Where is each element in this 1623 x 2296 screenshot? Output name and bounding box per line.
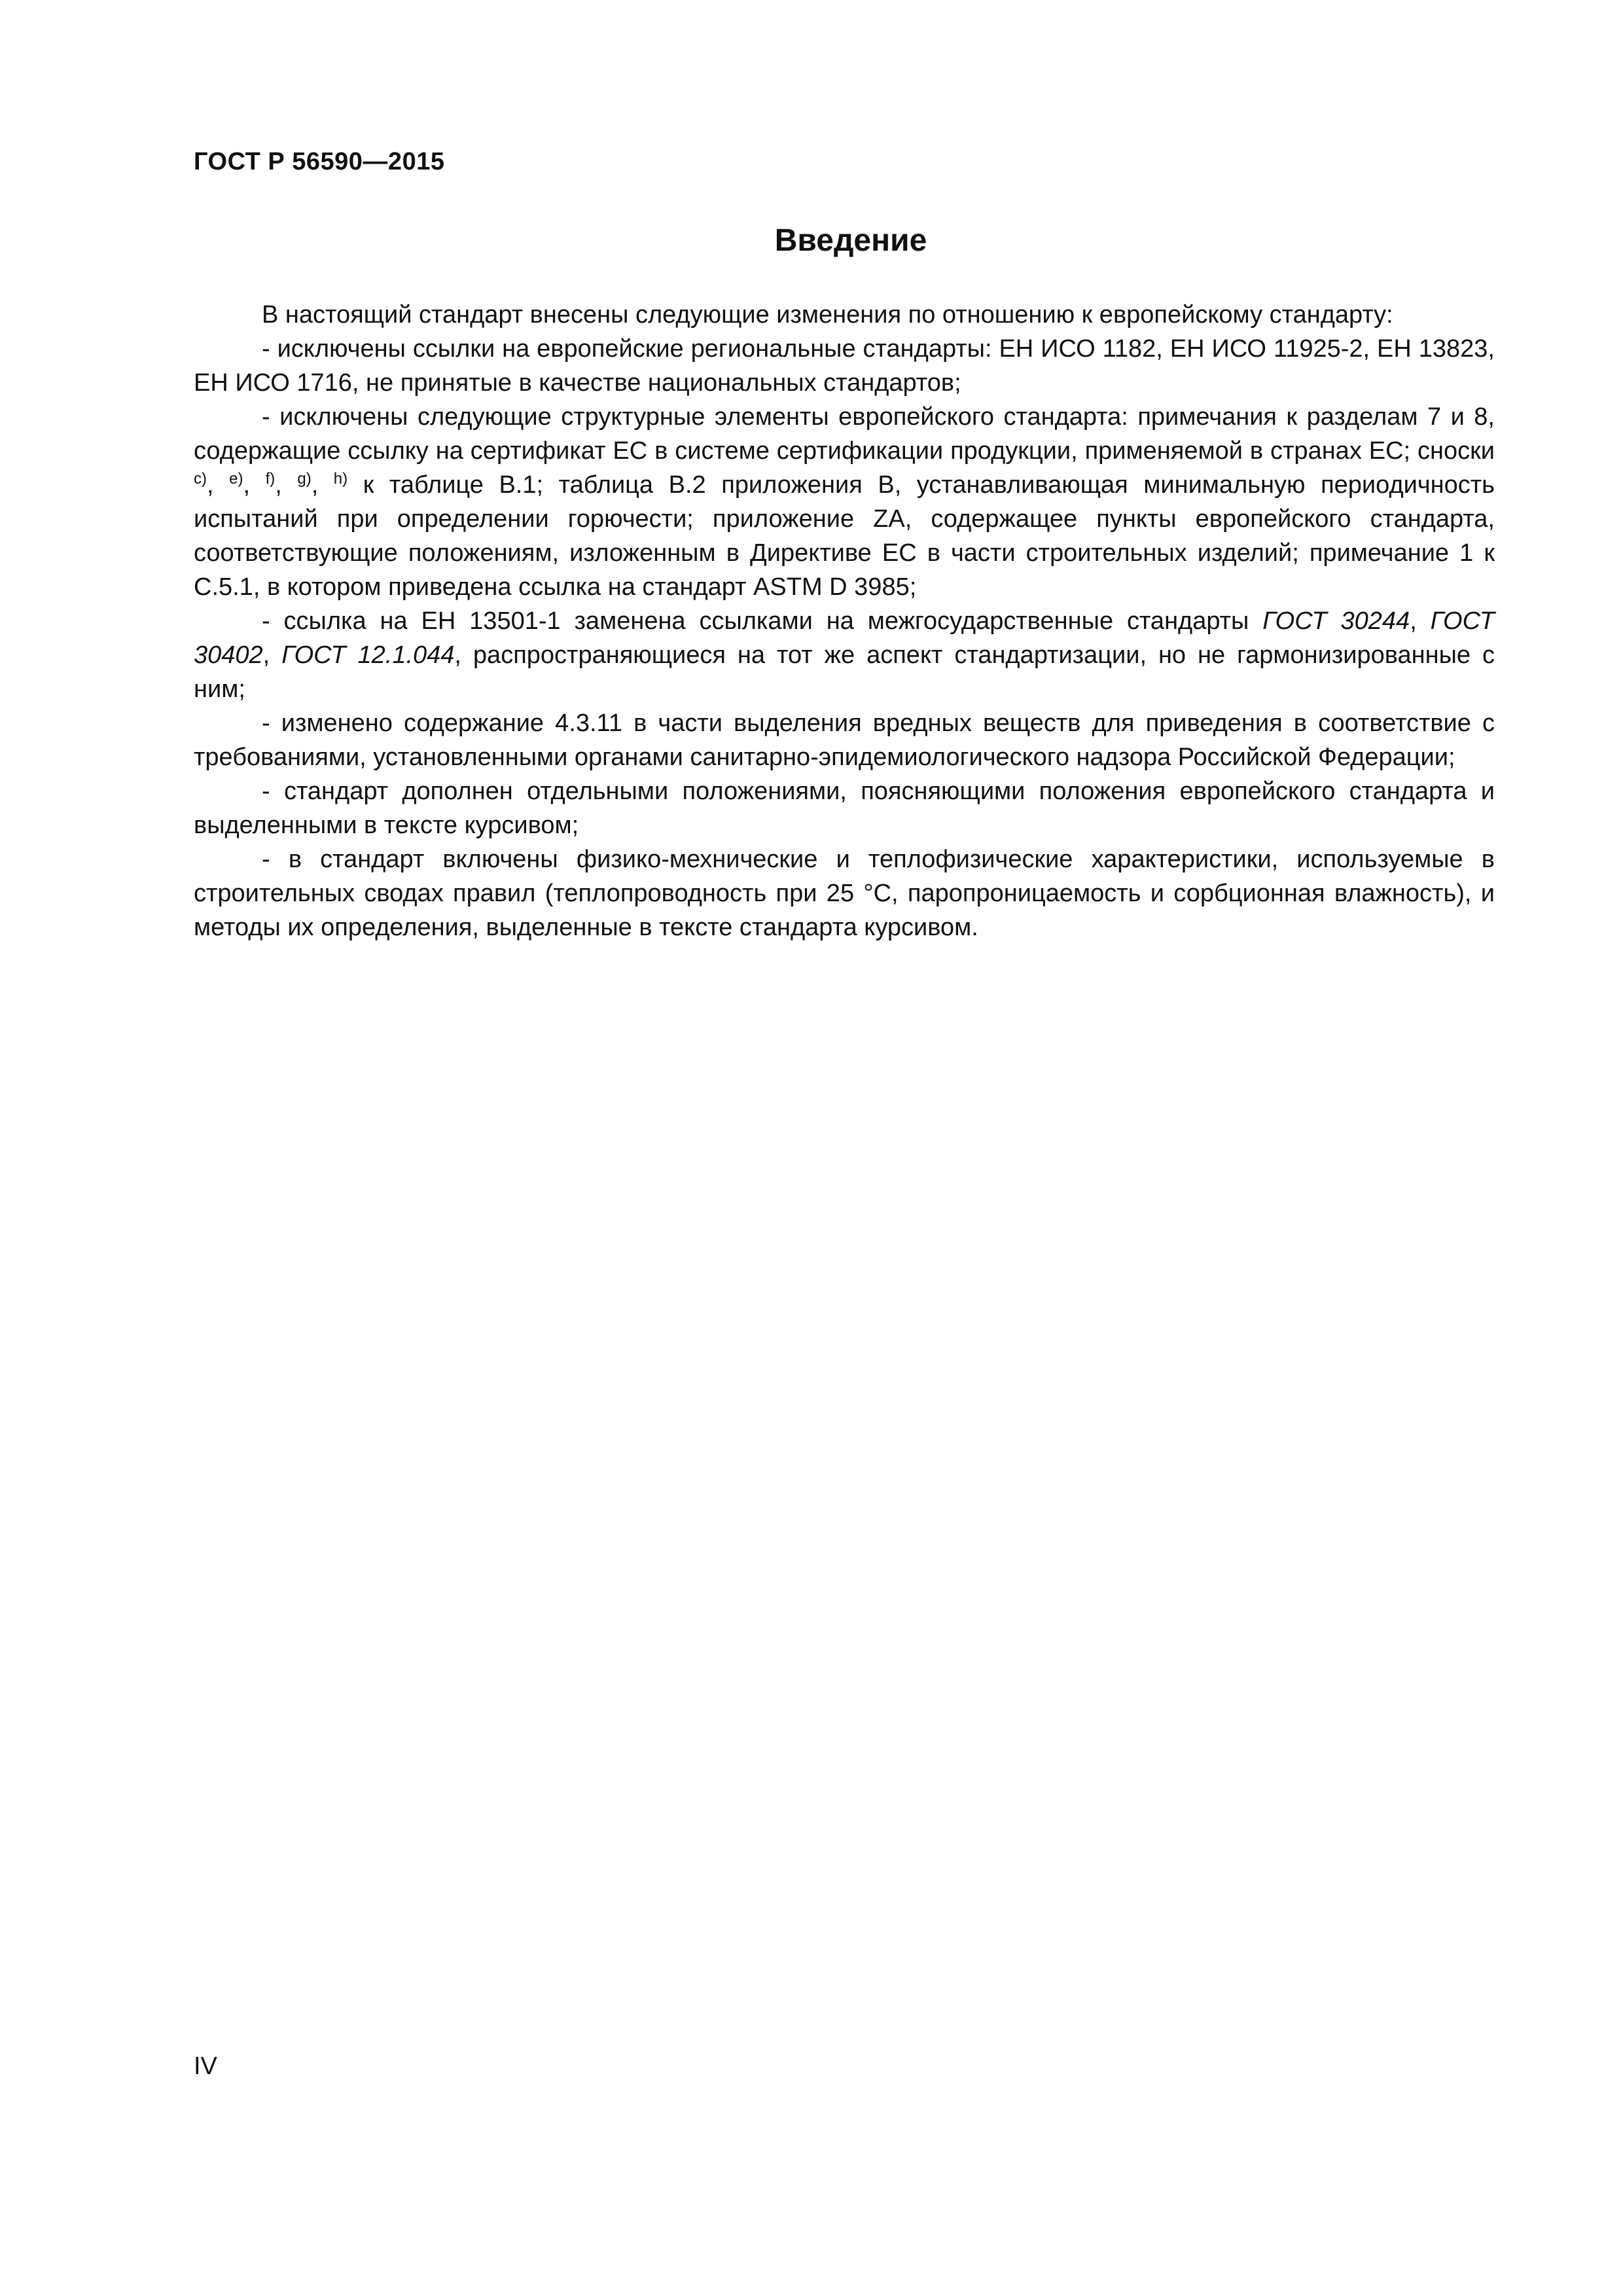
paragraph-characteristics-included: - в стандарт включены физико-мехнические и теплофизические характеристики, используемые в строительных сводах правил (теплопроводность при 25 °С, паропроницаемость и сорбционная влажность), и методы их определения, выделенные в тексте стандарта курсивом.: [194, 846, 1495, 941]
footnote-mark: f): [265, 470, 276, 488]
section-title: Введение: [774, 223, 927, 258]
footnote-mark: g): [297, 470, 312, 488]
footnote-mark: c): [194, 470, 207, 488]
text-span: ,: [243, 471, 266, 499]
paragraph-content-changed: - изменено содержание 4.3.11 в части выделения вредных веществ для приведения в соответствие с требованиями, установленными органами санитарно-эпидемиологического надзора Российской Федерации;: [194, 709, 1495, 771]
introduction-body: [194, 298, 1495, 944]
document-code: ГОСТ Р 56590—2015: [194, 148, 445, 175]
paragraph-excluded-references: - исключены ссылки на европейские региональные стандарты: ЕН ИСО 1182, ЕН ИСО 11925-2, ЕН 13823, ЕН ИСО 1716, не принятые в качестве национальных стандартов;: [194, 335, 1495, 397]
standard-reference: ГОСТ 12.1.044: [281, 641, 455, 669]
paragraph-intro: В настоящий стандарт внесены следующие изменения по отношению к европейскому стандарту:: [262, 301, 1393, 329]
text-span: - исключены следующие структурные элементы европейского стандарта: примечания к разделам 7 и 8, содержащие ссылку на сертификат ЕС в системе сертификации продукции, применяемой в странах ЕС; сноски: [194, 403, 1495, 465]
text-span: ,: [1410, 607, 1431, 635]
text-span: к таблице В.1; таблица В.2 приложения В, устанавливающая минимальную периодичность испытаний при определении горючести; приложение ZA, содержащее пункты европейского стандарта, соответствующие положениям, изложенным в Директиве ЕС в части строительных изделий; примечание 1 к С.5.1, в котором приведена ссылка на стандарт ASTM D 3985;: [194, 471, 1495, 601]
text-span: , распространяющиеся на тот же аспект стандартизации, но не гармонизированные с ним;: [194, 641, 1495, 703]
standard-reference: ГОСТ 30402: [194, 607, 1495, 669]
text-span: - ссылка на ЕН 13501-1 заменена ссылками на межгосударственные стандарты: [262, 607, 1263, 635]
page-number: IV: [194, 2053, 217, 2080]
text-span: ,: [262, 641, 282, 669]
footnote-mark: h): [333, 470, 348, 488]
paragraph-excluded-elements: [194, 400, 1495, 604]
footnote-mark: e): [229, 470, 243, 488]
text-span: ,: [311, 471, 334, 499]
standard-reference: ГОСТ 30244: [1262, 607, 1410, 635]
paragraph-reference-replaced: [194, 604, 1495, 706]
text-span: ,: [275, 471, 298, 499]
paragraph-standard-supplemented: - стандарт дополнен отдельными положениями, поясняющими положения европейского стандарта и выделенными в тексте курсивом;: [194, 778, 1495, 839]
text-span: ,: [207, 471, 230, 499]
